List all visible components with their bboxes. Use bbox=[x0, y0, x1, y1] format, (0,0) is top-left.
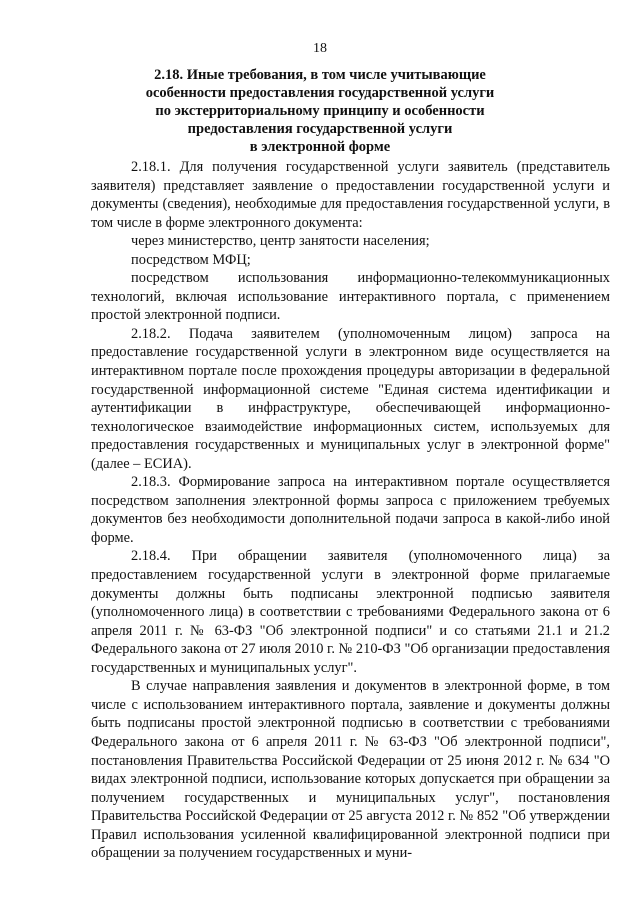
list-item-mfc: посредством МФЦ; bbox=[131, 251, 251, 268]
list-item-ministry: через министерство, центр занятости населения; bbox=[131, 233, 430, 250]
list-item-ict: посредством использования информационно-телекоммуникационных технологий, включая использование интерактивного портала, с применением простой электронной подписи. bbox=[91, 270, 610, 324]
paragraph-2-18-2: 2.18.2. Подача заявителем (уполномоченным лицом) запроса на предоставление государственной услуги в электронном виде осуществляется на интерактивном портале после прохождения процедуры авторизации в федеральной государственной информационной системе "Единая система идентификации и аутентификации в инфраструктуре, обеспечивающей информационно-технологическое взаимодействие информационных систем, используемых для предоставления государственных и муниципальных услуг в электронной форме" (далее – ЕСИА). bbox=[91, 325, 610, 472]
heading-line: 2.18. Иные требования, в том числе учитывающие bbox=[154, 67, 486, 83]
paragraph-2-18-1: 2.18.1. Для получения государственной услуги заявитель (представитель заявителя) представляет заявление о предоставлении государственной услуги и документы (сведения), необходимые для предоставления государственной услуги, в том числе в форме электронного документа: bbox=[91, 159, 610, 231]
heading-line: особенности предоставления государственной услуги bbox=[145, 85, 495, 101]
paragraph-electronic-submission: В случае направления заявления и документов в электронной форме, в том числе с использованием интерактивного портала, заявление и документы должны быть подписаны простой электронной подписью в соответствии с требованиями Федерального закона от 6 апреля 2011 г. № 63-ФЗ "Об электронной подписи", постановления Правительства Российской Федерации от 25 июня 2012 г. № 634 "О видах электронной подписи, использование которых допускается при обращении за получением государственных и муниципальных услуг", постановления Правительства Российской Федерации от 25 августа 2012 г. № 852 "Об утверждении Правил использования усиленной квалифицированной электронной подписи при обращении за получением государственных и муни- bbox=[91, 678, 610, 862]
paragraph-2-18-4: 2.18.4. При обращении заявителя (уполномоченного лица) за предоставлением государственной услуги в электронной форме прилагаемые документы должны быть подписаны электронной подписью заявителя (уполномоченного лица) в соответствии с требованиями Федерального закона от 6 апреля 2011 г. № 63-ФЗ "Об электронной подписи" и со статьями 21.1 и 21.2 Федерального закона от 27 июля 2010 г. № 210-ФЗ "Об организации предоставления государственных и муниципальных услуг". bbox=[91, 548, 610, 676]
paragraph-2-18-3: 2.18.3. Формирование запроса на интерактивном портале осуществляется посредством заполнения электронной формы запроса с приложением требуемых документов без необходимости дополнительной подачи запроса в какой-либо иной форме. bbox=[91, 474, 610, 546]
heading-line: по экстерриториальному принципу и особенности bbox=[155, 103, 485, 119]
page-number: 18 bbox=[313, 41, 327, 56]
section-heading bbox=[120, 66, 520, 156]
document-body bbox=[91, 158, 610, 863]
heading-line: предоставления государственной услуги bbox=[187, 121, 453, 137]
heading-line: в электронной форме bbox=[249, 139, 391, 155]
